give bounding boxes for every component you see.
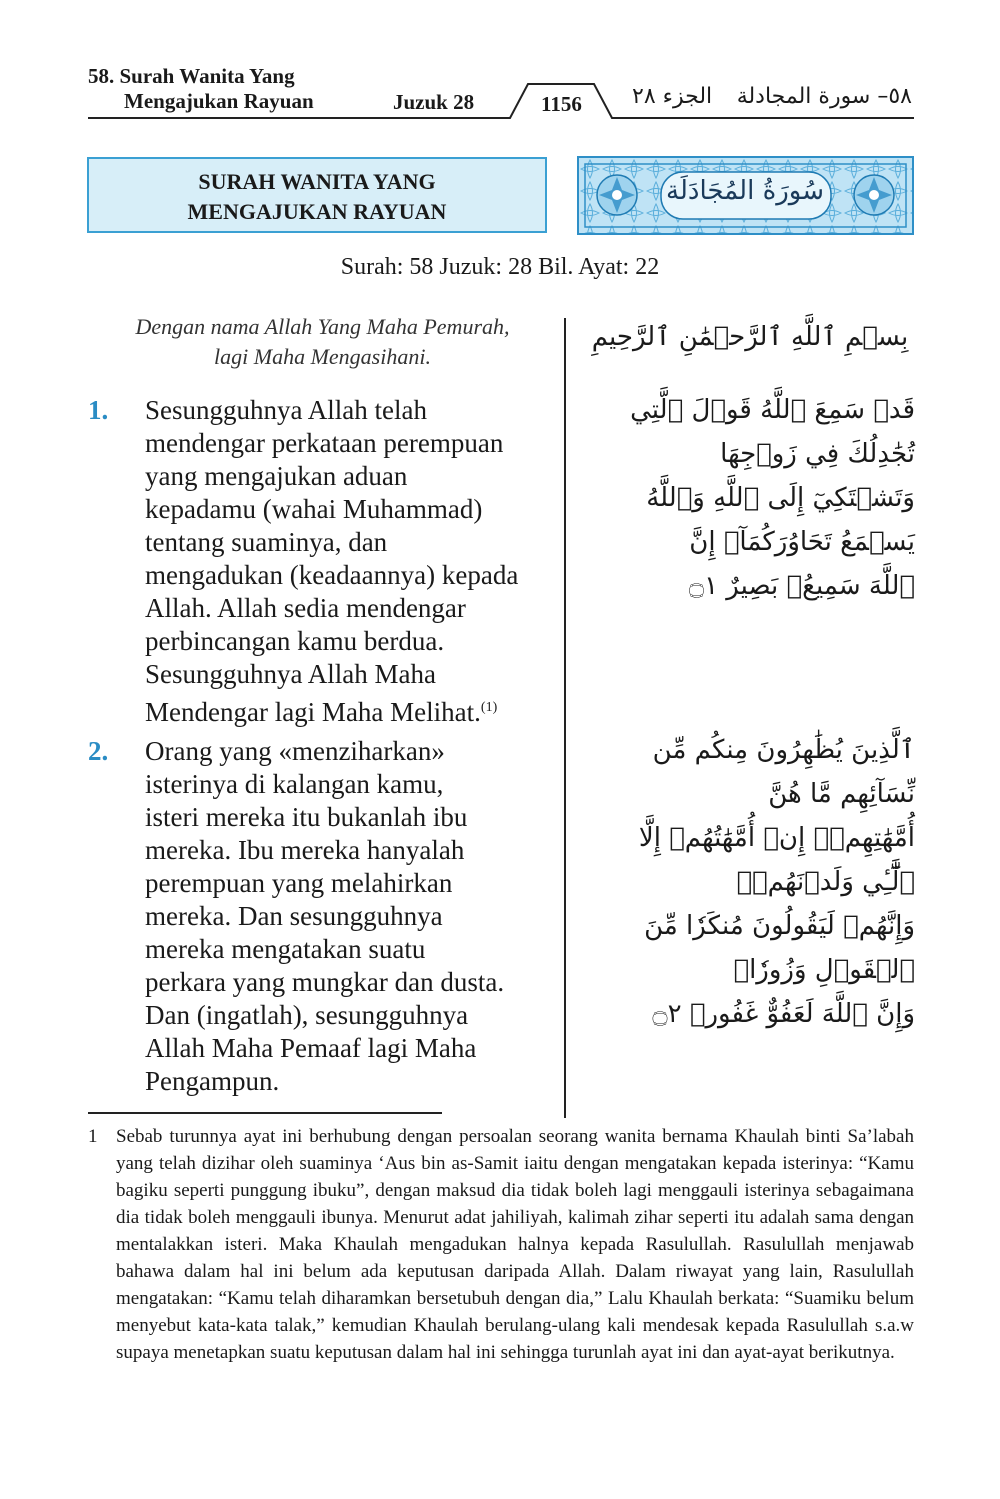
verse-line: Allah. Allah sedia mendengar xyxy=(145,593,466,623)
verse-1-number: 1. xyxy=(88,395,109,425)
page-number: 1156 xyxy=(541,92,582,116)
verse-line: Allah Maha Pemaaf lagi Maha xyxy=(145,1033,477,1063)
verse-2-number: 2. xyxy=(88,736,109,766)
header-surah-line1: 58. Surah Wanita Yang xyxy=(88,64,295,88)
left-medallion-icon xyxy=(597,175,637,215)
header-juzuk: Juzuk 28 xyxy=(393,90,475,114)
header-arabic-surah: ٥٨– سورة المجادلة xyxy=(736,84,912,109)
verse-2-translation xyxy=(88,735,563,1098)
verse-1-arabic xyxy=(585,388,915,608)
arabic-line: ٱللَّهَ سَمِيعُۢ بَصِيرٌ ۝١ xyxy=(688,571,915,601)
header-arabic-juz: الجزء ٢٨ xyxy=(632,84,713,109)
verse-line: yang mengajukan aduan xyxy=(145,461,408,491)
verse-line: Orang yang «menziharkan» xyxy=(145,736,445,766)
basmalah-translation-line2: lagi Maha Mengasihani. xyxy=(214,344,431,369)
surah-title-line1: SURAH WANITA YANG xyxy=(198,169,436,194)
arabic-line: قَدۡ سَمِعَ ٱللَّهُ قَوۡلَ ٱلَّتِي تُجَٰدِلُكَ فِي زَوۡجِهَا xyxy=(630,395,915,469)
header-surah-line2: Mengajukan Rayuan xyxy=(124,89,314,113)
footnote-number: 1 xyxy=(88,1126,98,1147)
verse-line: perbincangan kamu berdua. xyxy=(145,626,445,656)
surah-info: Surah: 58 Juzuk: 28 Bil. Ayat: 22 xyxy=(340,254,660,280)
footnote-rule xyxy=(88,1112,442,1114)
verse-line-text: Mendengar lagi Maha Melihat. xyxy=(145,697,481,727)
verse-line: Pengampun. xyxy=(145,1066,280,1096)
surah-title-line2: MENGAJUKAN RAYUAN xyxy=(187,199,447,224)
surah-title-box xyxy=(87,157,547,233)
verse-line: Dan (ingatlah), sesungguhnya xyxy=(145,1000,469,1030)
footnote xyxy=(88,1123,914,1366)
basmalah-arabic: بِسۡمِ ٱللَّهِ ٱلرَّحۡمَٰنِ ٱلرَّحِيمِ xyxy=(591,322,909,352)
verse-line: perempuan yang melahirkan xyxy=(145,868,453,898)
verse-2-arabic xyxy=(585,728,915,1036)
basmalah-translation xyxy=(95,312,550,372)
column-divider xyxy=(564,318,566,1118)
verse-line: mereka. Dan sesungguhnya xyxy=(145,901,443,931)
verse-line: Sesungguhnya Allah Maha xyxy=(145,659,436,689)
verse-line: Sesungguhnya Allah telah xyxy=(145,395,427,425)
arabic-line: أُمَّهَٰتِهِمۡۖ إِنۡ أُمَّهَٰتُهُمۡ إِلَّا ٱلَّٰٓـِٔي وَلَدۡنَهُمۡۚ xyxy=(638,823,915,897)
verse-line xyxy=(145,691,563,729)
basmalah-translation-line1: Dengan nama Allah Yang Maha Pemurah, xyxy=(135,314,510,339)
verse-line: mereka. Ibu mereka hanyalah xyxy=(145,835,465,865)
arabic-line: وَتَشۡتَكِيٓ إِلَى ٱللَّهِ وَٱللَّهُ يَسۡمَعُ تَحَاوُرَكُمَآۚ إِنَّ xyxy=(646,483,915,557)
verse-line: mereka mengatakan suatu xyxy=(145,934,426,964)
right-medallion-icon xyxy=(854,175,894,215)
arabic-line: ٱلَّذِينَ يُظَٰهِرُونَ مِنكُم مِّن نِّسَآئِهِم مَّا هُنَّ xyxy=(652,735,915,809)
verse-line: mengadukan (keadaannya) kepada xyxy=(145,560,519,590)
header-surah-name xyxy=(88,64,314,114)
verse-line: kepadamu (wahai Muhammad) xyxy=(145,494,483,524)
verse-line: isteri mereka itu bukanlah ibu xyxy=(145,802,468,832)
arabic-line: وَإِنَّهُمۡ لَيَقُولُونَ مُنكَرٗا مِّنَ ٱلۡقَوۡلِ وَزُورٗاۚ xyxy=(644,911,915,985)
verse-line: isterinya di kalangan kamu, xyxy=(145,769,444,799)
arabic-line: وَإِنَّ ٱللَّهَ لَعَفُوٌّ غَفُورٞ ۝٢ xyxy=(652,999,915,1029)
banner-arabic-title: سُورَةُ المُجَادَلَة xyxy=(666,176,824,206)
footnote-ref[interactable]: (1) xyxy=(480,700,498,715)
verse-line: perkara yang mungkar dan dusta. xyxy=(145,967,505,997)
verse-line: mendengar perkataan perempuan xyxy=(145,428,504,458)
verse-1-translation xyxy=(88,394,563,729)
verse-line: tentang suaminya, dan xyxy=(145,527,388,557)
footnote-text: Sebab turunnya ayat ini berhubung dengan persoalan seorang wanita bernama Khaulah binti Sa’labah yang telah dizihar oleh suaminya ‘Aus bin as-Samit iaitu dengan mengatakan kepada isterinya: “Kamu bagiku seperti punggung ibuku”, dengan maksud dia tidak boleh lagi menggauli isterinya sebagaimana dia tidak boleh menggauli ibunya. Menurut adat jahiliyah, kalimah zihar seperti itu adalah sama dengan mentalakkan isteri. Maka Khaulah mengadukan halnya kepada Rasulullah. Rasulullah menjawab bahawa dalam hal ini belum ada keputusan daripada Allah. Dalam riwayat yang lain, Rasulullah mengatakan: “Kamu telah diharamkan bersetubuh dengan dia,” Lalu Khaulah berkata: “Suamiku belum menyebut kata-kata talak,” kemudian Khaulah berulang-ulang kali mendesak kepada Rasulullah s.a.w supaya menetapkan suatu keputusan dalam hal ini sehingga turunlah ayat ini dan ayat-ayat berikutnya. xyxy=(116,1126,914,1363)
